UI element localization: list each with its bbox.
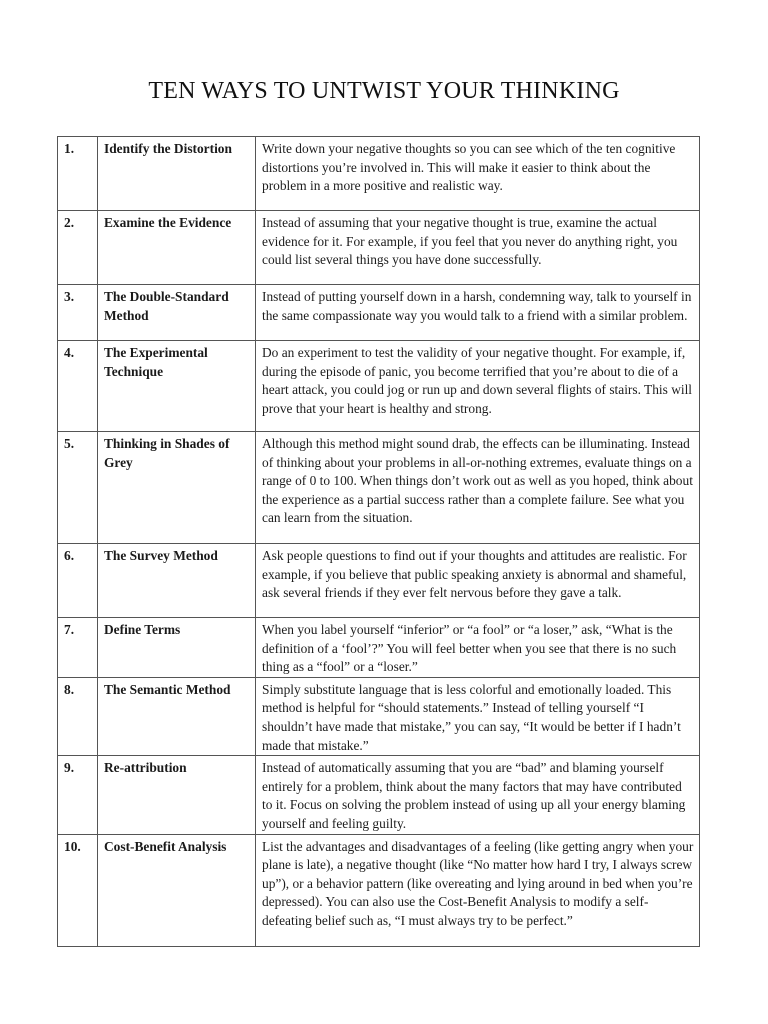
method-name: The Survey Method [98,544,256,618]
table-row [58,677,700,755]
method-description: Instead of assuming that your negative thought is true, examine the actual evidence for it. For example, if you feel that you never do anything right, you could list several things you have done successfully. [256,211,700,285]
table-row [58,756,700,834]
methods-table [57,136,700,947]
method-description: Write down your negative thoughts so you can see which of the ten cognitive distortions you’re involved in. This will make it easier to think about the problem in a more positive and realistic way. [256,137,700,211]
method-description: Instead of putting yourself down in a harsh, condemning way, talk to yourself in the same compassionate way you would talk to a friend with a similar problem. [256,285,700,341]
method-description: Do an experiment to test the validity of your negative thought. For example, if, during the episode of panic, you become terrified that you’re about to die of a heart attack, you could jog or run up and down several flights of stairs. This will prove that your heart is healthy and strong. [256,341,700,432]
method-name: Identify the Distortion [98,137,256,211]
document-title: TEN WAYS TO UNTWIST YOUR THINKING [148,78,620,104]
method-number: 6. [58,544,98,618]
method-name: The Semantic Method [98,677,256,755]
method-name: Define Terms [98,618,256,678]
method-description: When you label yourself “inferior” or “a fool” or “a loser,” ask, “What is the definition of a ‘fool’?” You will feel better when you see that there is no such thing as a “fool” or a “loser.” [256,618,700,678]
method-name: The Experimental Technique [98,341,256,432]
table-row [58,432,700,544]
method-name: Examine the Evidence [98,211,256,285]
table-row [58,341,700,432]
method-number: 3. [58,285,98,341]
table-row [58,544,700,618]
method-number: 5. [58,432,98,544]
table-row [58,618,700,678]
method-description: List the advantages and disadvantages of a feeling (like getting angry when your plane is late), a negative thought (like “No matter how hard I try, I always screw up”), or a behavior pattern (like overeating and lying around in bed when you’re depressed). You can also use the Cost-Benefit Analysis to modify a self-defeating belief such as, “I must always try to be perfect.” [256,834,700,946]
method-number: 9. [58,756,98,834]
method-description: Ask people questions to find out if your thoughts and attitudes are realistic. For example, if you believe that public speaking anxiety is abnormal and shameful, ask several friends if they ever felt nervous before they gave a talk. [256,544,700,618]
method-number: 4. [58,341,98,432]
table-row [58,285,700,341]
method-description: Simply substitute language that is less colorful and emotionally loaded. This method is helpful for “should statements.” Instead of telling yourself “I shouldn’t have made that mistake,” you can say, “It would be better if I hadn’t made that mistake.” [256,677,700,755]
method-description: Instead of automatically assuming that you are “bad” and blaming yourself entirely for a problem, think about the many factors that may have contributed to it. Focus on solving the problem instead of using up all your energy blaming yourself and feeling guilty. [256,756,700,834]
method-name: The Double-Standard Method [98,285,256,341]
method-number: 1. [58,137,98,211]
method-number: 8. [58,677,98,755]
table-row [58,137,700,211]
method-name: Re-attribution [98,756,256,834]
table-row [58,211,700,285]
method-number: 10. [58,834,98,946]
method-number: 7. [58,618,98,678]
method-name: Cost-Benefit Analysis [98,834,256,946]
method-name: Thinking in Shades of Grey [98,432,256,544]
method-description: Although this method might sound drab, the effects can be illuminating. Instead of thinking about your problems in all-or-nothing extremes, evaluate things on a range of 0 to 100. When things don’t work out as well as you hoped, think about the experience as a partial success rather than a complete failure. See what you can learn from the situation. [256,432,700,544]
method-number: 2. [58,211,98,285]
table-row [58,834,700,946]
